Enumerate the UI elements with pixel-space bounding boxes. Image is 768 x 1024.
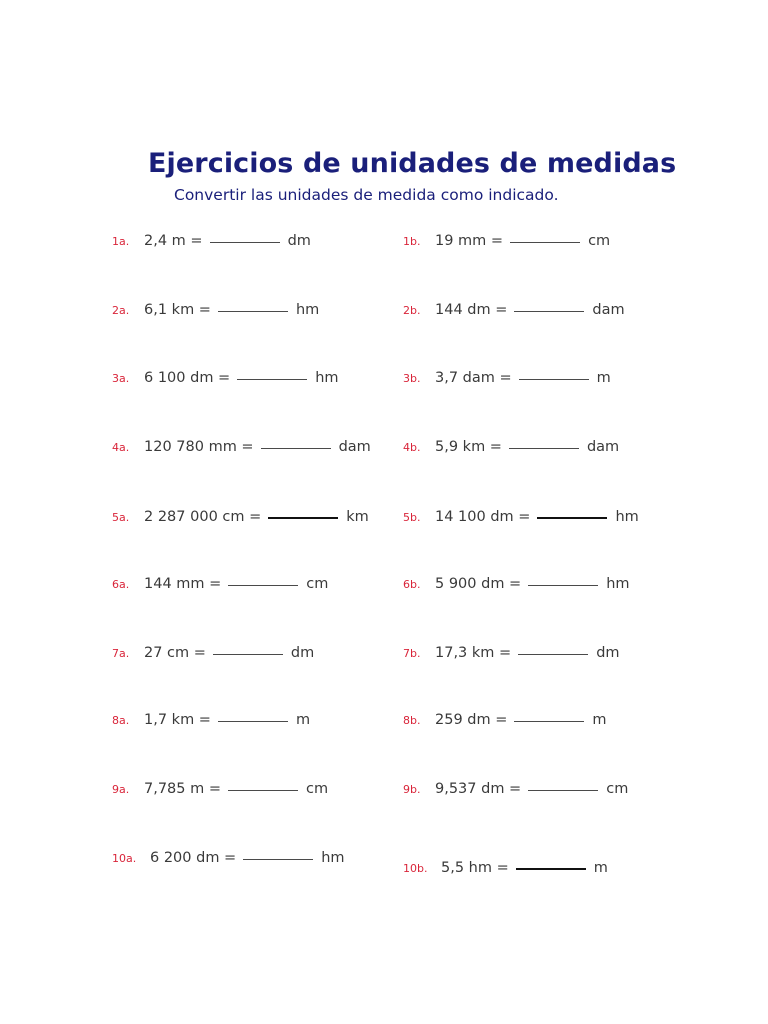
exercise-number: 6a. [112,578,130,591]
exercise-9b [403,780,628,804]
answer-blank[interactable] [210,230,280,243]
exercise-2b [403,301,625,325]
page-subtitle: Convertir las unidades de medida como indicado. [174,186,559,204]
exercise-unit: dm [287,233,311,249]
exercise-3a [112,369,339,393]
exercise-number: 8a. [112,714,130,727]
exercise-8b [403,711,607,735]
answer-blank[interactable] [228,778,298,791]
exercise-expression: 17,3 km = [435,645,512,661]
answer-blank[interactable] [218,709,288,722]
exercise-number: 10a. [112,852,137,865]
exercise-number: 3b. [403,372,421,385]
exercise-expression: 1,7 km = [144,712,211,728]
exercise-6a [112,575,328,599]
answer-blank[interactable] [514,299,584,312]
exercise-number: 6b. [403,578,421,591]
exercise-unit: dam [338,439,371,455]
exercise-unit: m [593,860,608,876]
exercise-expression: 144 mm = [144,576,222,592]
exercise-expression: 2,4 m = [144,233,203,249]
page-title: Ejercicios de unidades de medidas [148,148,677,179]
answer-blank[interactable] [537,505,607,519]
exercise-number: 1b. [403,235,421,248]
answer-blank[interactable] [516,856,586,870]
exercise-unit: cm [306,781,329,797]
exercise-unit: m [295,712,311,728]
exercise-number: 4b. [403,441,421,454]
answer-blank[interactable] [528,573,598,586]
exercise-unit: cm [606,781,629,797]
exercise-expression: 5 900 dm = [435,576,522,592]
exercise-expression: 14 100 dm = [435,509,531,525]
exercise-unit: hm [321,850,345,866]
exercise-unit: m [596,370,611,386]
exercise-1b [403,232,610,256]
exercise-expression: 5,9 km = [435,439,502,455]
exercise-number: 7a. [112,647,130,660]
exercise-number: 3a. [112,372,130,385]
exercise-unit: hm [606,576,630,592]
exercise-expression: 2 287 000 cm = [144,509,262,525]
exercise-4a [112,438,371,462]
exercise-number: 9b. [403,783,421,796]
exercise-expression: 6,1 km = [144,302,211,318]
exercise-5a [112,507,369,531]
exercise-expression: 5,5 hm = [441,860,509,876]
answer-blank[interactable] [228,573,298,586]
exercise-10b [403,858,608,882]
exercise-unit: hm [315,370,339,386]
answer-blank[interactable] [510,230,580,243]
exercise-unit: m [592,712,607,728]
exercise-8a [112,711,310,735]
exercise-unit: hm [615,509,639,525]
answer-blank[interactable] [261,436,331,449]
exercise-expression: 27 cm = [144,645,206,661]
exercise-5b [403,507,639,531]
exercise-3b [403,369,611,393]
exercise-expression: 19 mm = [435,233,504,249]
answer-blank[interactable] [243,847,313,860]
exercise-unit: dam [592,302,625,318]
exercise-unit: cm [306,576,329,592]
exercise-4b [403,438,619,462]
exercise-number: 10b. [403,862,428,875]
exercise-1a [112,232,311,256]
exercise-unit: dm [596,645,620,661]
exercise-2a [112,301,319,325]
exercise-unit: km [346,509,369,525]
exercise-number: 2b. [403,304,421,317]
answer-blank[interactable] [514,709,584,722]
exercise-number: 4a. [112,441,130,454]
exercise-6b [403,575,630,599]
answer-blank[interactable] [218,299,288,312]
exercise-expression: 259 dm = [435,712,508,728]
exercise-expression: 9,537 dm = [435,781,522,797]
exercise-unit: cm [588,233,611,249]
exercise-expression: 6 200 dm = [150,850,237,866]
answer-blank[interactable] [268,505,338,519]
exercise-expression: 6 100 dm = [144,370,231,386]
exercise-7a [112,644,314,668]
answer-blank[interactable] [509,436,579,449]
exercise-number: 1a. [112,235,130,248]
exercise-7b [403,644,620,668]
exercise-number: 2a. [112,304,130,317]
exercise-expression: 144 dm = [435,302,508,318]
exercise-number: 9a. [112,783,130,796]
exercise-expression: 3,7 dam = [435,370,512,386]
answer-blank[interactable] [528,778,598,791]
answer-blank[interactable] [519,367,589,380]
exercise-unit: dm [290,645,315,661]
exercise-number: 7b. [403,647,421,660]
exercise-number: 5a. [112,511,130,524]
exercise-9a [112,780,328,804]
exercise-number: 8b. [403,714,421,727]
exercise-unit: hm [295,302,320,318]
exercise-number: 5b. [403,511,421,524]
answer-blank[interactable] [518,642,588,655]
exercise-expression: 120 780 mm = [144,439,254,455]
exercise-10a [112,849,345,873]
exercise-expression: 7,785 m = [144,781,222,797]
answer-blank[interactable] [213,642,283,655]
answer-blank[interactable] [237,367,307,380]
exercise-unit: dam [586,439,620,455]
